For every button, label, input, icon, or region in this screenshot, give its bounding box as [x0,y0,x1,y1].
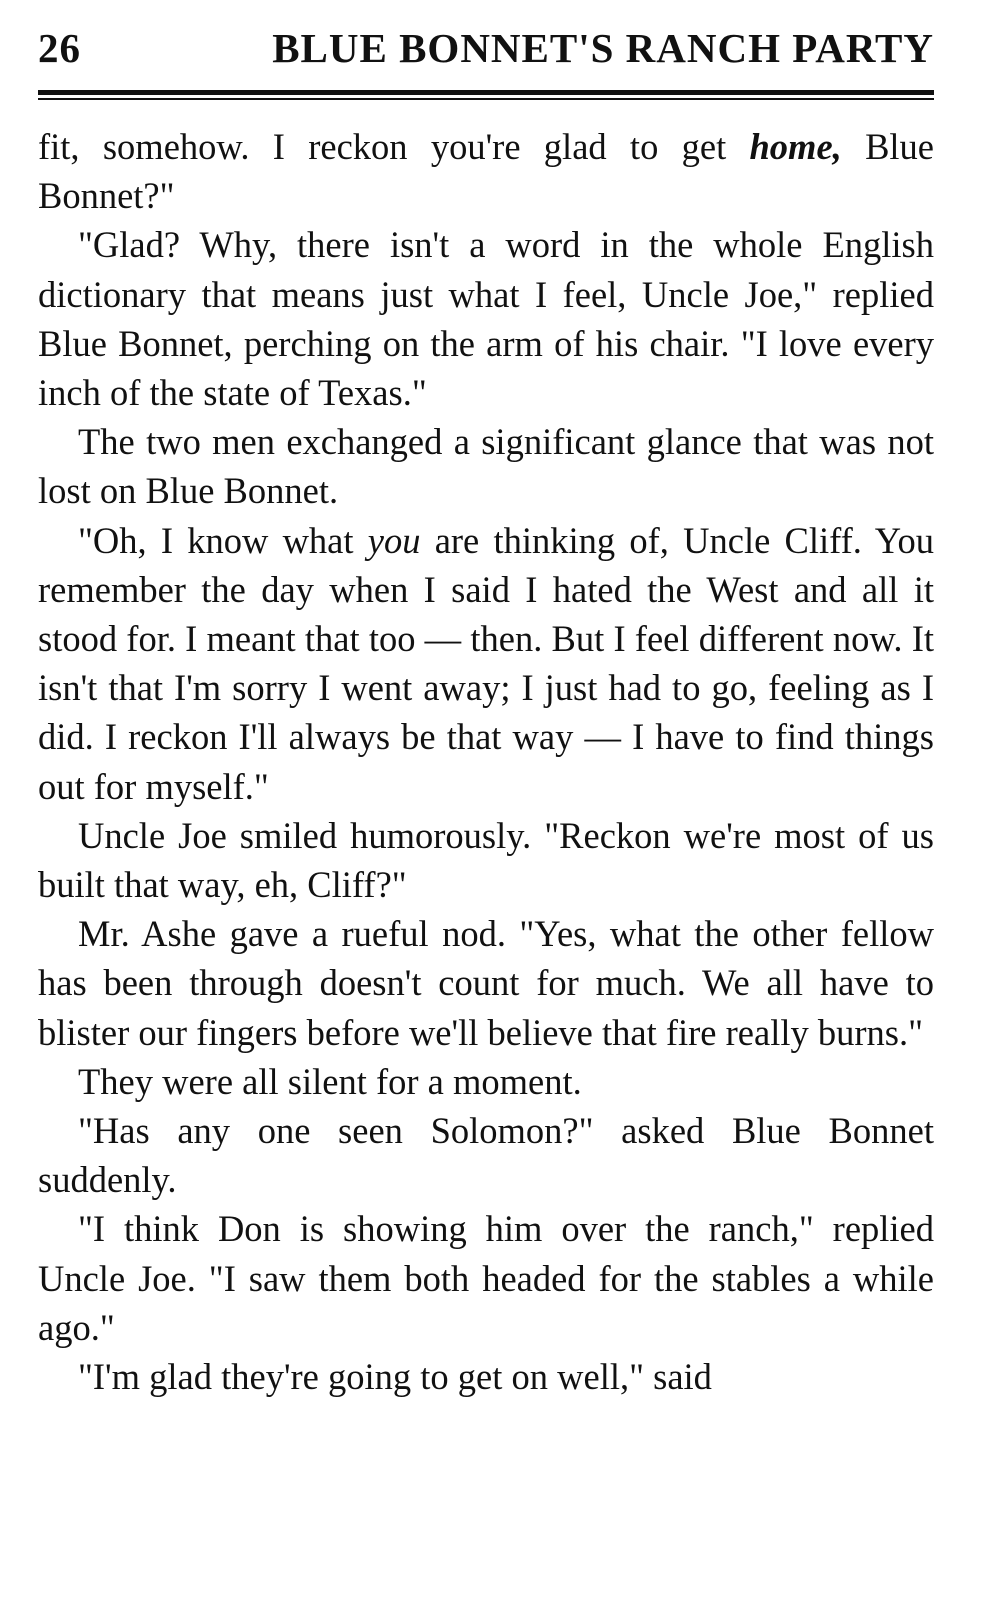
page-number: 26 [38,25,81,71]
paragraph [38,220,934,417]
italic-text: you [367,519,421,561]
header-rule-thick [38,90,934,95]
text-segment: "Has any one seen Solomon?" asked Blue Bonnet suddenly. [38,1110,934,1201]
text-segment: "I'm glad they're going to get on well," said [78,1356,712,1398]
paragraph [38,122,934,220]
text-segment: They were all silent for a moment. [78,1060,582,1102]
paragraph [38,1204,934,1352]
body-text [38,122,934,1401]
text-segment: Uncle Joe smiled humorously. "Reckon we're most of us built that way, eh, Cliff?" [38,814,934,906]
book-page [38,24,934,1401]
paragraph [38,1352,934,1401]
header-rule-thin [38,98,934,100]
text-segment: Blue Bonnet?" [38,126,935,217]
paragraph [38,909,934,1057]
text-segment: Mr. Ashe gave a rueful nod. "Yes, what the other fellow has been through doesn't count for much. We all have to blister our fingers before we'll believe that fire really burns." [38,913,934,1053]
text-segment: "I think Don is showing him over the ranch," replied Uncle Joe. "I saw them both headed for the stables a while ago." [38,1208,934,1348]
running-title: BLUE BONNET'S RANCH PARTY [272,25,934,71]
paragraph [38,417,934,515]
paragraph [38,516,934,811]
text-segment: are thinking of, Uncle Cliff. You remember the day when I said I hated the West and all it stood for. I meant that too — then. But I feel different now. It isn't that I'm sorry I went away; I just had to go, feeling as I did. I reckon I'll always be that way — I have to find things out for myself." [38,519,934,807]
paragraph [38,1106,934,1204]
text-segment: "Glad? Why, there isn't a word in the whole English dictionary that means just what I feel, Uncle Joe," replied Blue Bonnet, perching on the arm of his chair. "I love every inch of the state of Texas." [38,224,934,414]
paragraph [38,1057,934,1106]
text-segment: "Oh, I know what [78,519,368,561]
bold-italic-text: home, [749,126,842,167]
running-head [38,24,934,82]
text-segment: The two men exchanged a significant glance that was not lost on Blue Bonnet. [38,421,934,512]
text-segment: fit, somehow. I reckon you're glad to get [38,126,750,167]
paragraph [38,811,934,909]
